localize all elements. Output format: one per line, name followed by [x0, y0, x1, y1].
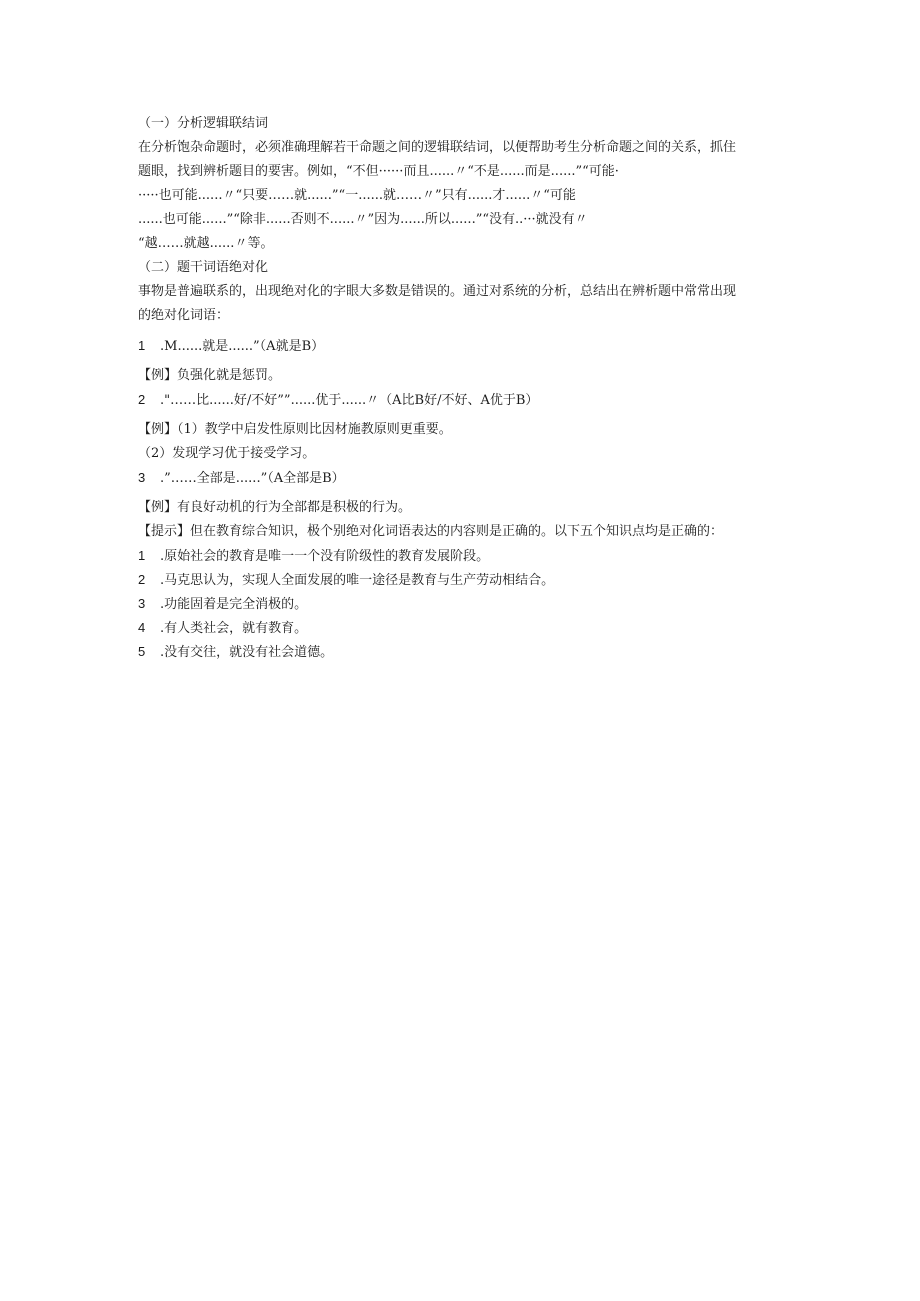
list-item-text: .功能固着是完全消极的。 — [160, 597, 308, 612]
list-item-text: .没有交往，就没有社会道德。 — [160, 645, 334, 660]
list-item-text: ."……比......好/不好””......优于......〃（A比B好/不好、A优于B） — [160, 393, 539, 408]
section-heading-absolute-words: （二）题干词语绝对化 — [138, 260, 269, 275]
section-heading-logic-connectives: （一）分析逻辑联结词 — [138, 116, 269, 131]
list-item-text: .原始社会的教育是唯一一个没有阶级性的教育发展阶段。 — [160, 549, 490, 564]
example-line: 【例】（1）教学中启发性原则比因材施教原则更重要。 — [138, 422, 452, 437]
paragraph-line: ......也可能......”“除非......否则不......〃”因为......所以......”“没有..···就没有〃 — [138, 212, 588, 227]
list-item-number: 4 — [138, 620, 146, 635]
list-item-number: 2 — [138, 572, 146, 587]
list-item — [138, 568, 788, 592]
list-item-text: .有人类社会，就有教育。 — [160, 621, 308, 636]
document-body — [138, 112, 788, 664]
paragraph-line: ·····也可能......〃“只要……就......”“一......就……〃”只有......才......〃“可能 — [138, 188, 576, 203]
paragraph-line: 题眼，找到辨析题目的要害。例如，“不但······而且......〃“不是......而是......”“可能· — [138, 164, 619, 179]
example-line: 【例】有良好动机的行为全部都是积极的行为。 — [138, 500, 412, 515]
list-item — [138, 640, 788, 664]
paragraph-line: 在分析饱杂命题时，必须准确理解若干命题之间的逻辑联结词，以便帮助考生分析命题之间的关系，抓住 — [138, 140, 737, 155]
list-item — [138, 544, 788, 568]
example-line: （2）发现学习优于接受学习。 — [138, 446, 316, 461]
list-item-text: .马克思认为，实现人全面发展的唯一途径是教育与生产劳动相结合。 — [160, 573, 555, 588]
example-line: 【例】负强化就是惩罚。 — [138, 368, 282, 383]
paragraph-line: “越……就越......〃等。 — [138, 236, 274, 251]
list-item-number: 3 — [138, 596, 146, 611]
list-item-number: 5 — [138, 644, 146, 659]
list-item — [138, 388, 788, 412]
list-item-number: 2 — [138, 392, 146, 407]
list-item — [138, 334, 788, 358]
paragraph-line: 事物是普遍联系的，出现绝对化的字眼大多数是错误的。通过对系统的分析，总结出在辨析题中常常出现 — [138, 284, 737, 299]
list-item — [138, 466, 788, 490]
list-item — [138, 616, 788, 640]
list-item-number: 1 — [138, 548, 146, 563]
list-item-number: 3 — [138, 470, 146, 485]
paragraph-line: 的绝对化词语： — [138, 308, 230, 323]
hint-line: 【提示】但在教育综合知识，极个别绝对化词语表达的内容则是正确的。以下五个知识点均是正确的： — [138, 524, 724, 539]
list-item-text: .”……全部是......”（A全部是B） — [160, 471, 345, 486]
list-item-text: .M......就是......”（A就是B） — [160, 339, 325, 354]
list-item-number: 1 — [138, 338, 146, 353]
list-item — [138, 592, 788, 616]
